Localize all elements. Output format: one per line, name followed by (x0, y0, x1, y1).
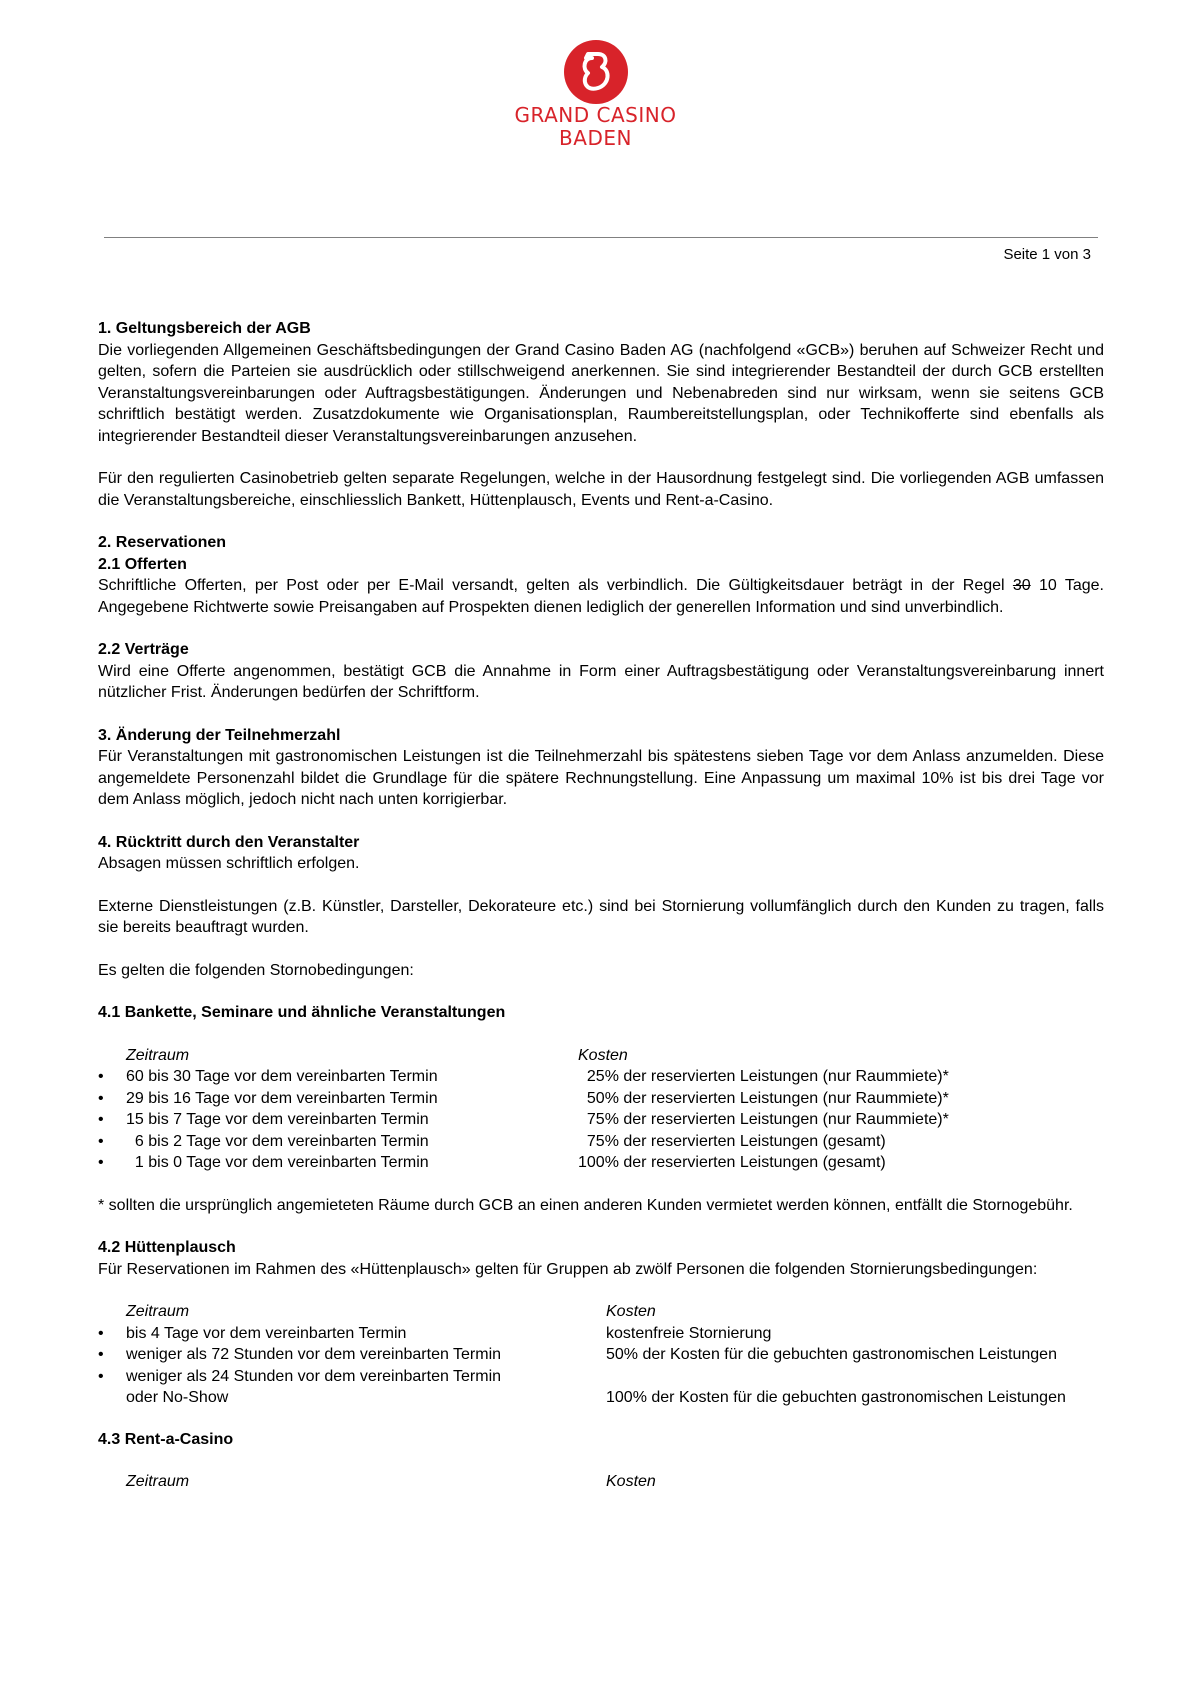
grand-casino-baden-logo (0, 40, 1191, 150)
section-1-heading: 1. Geltungsbereich der AGB (98, 320, 311, 337)
table-row: • 29 bis 16 Tage vor dem vereinbarten Termin 50% der reservierten Leistungen (nur Raummiete)* (98, 1089, 949, 1107)
column-header-cost: Kosten (578, 1046, 628, 1064)
section-4-1-heading: 4.1 Bankette, Seminare und ähnliche Veranstaltungen (98, 1004, 506, 1021)
section-2-1-paragraph: Schriftliche Offerten, per Post oder per E-Mail versandt, gelten als verbindlich. Die Gültigkeitsdauer beträgt in der Regel 30 10 Tage. Angegebene Richtwerte sowie Preisangaben auf Prospekten dienen lediglich der generellen Information und sind unverbindlich. (98, 577, 1104, 616)
column-header-period: Zeitraum (126, 1473, 190, 1490)
casino-logo-icon (564, 40, 628, 104)
section-2-2-paragraph: Wird eine Offerte angenommen, bestätigt GCB die Annahme in Form einer Auftragsbestätigung oder Veranstaltungsvereinbarung innert nützlicher Frist. Änderungen bedürfen der Schriftform. (98, 662, 1104, 701)
table-row: • 15 bis 7 Tage vor dem vereinbarten Termin 75% der reservierten Leistungen (nur Raummiete)* (98, 1111, 949, 1128)
section-4-2-heading: 4.2 Hüttenplausch (98, 1239, 236, 1256)
section-2-2-heading: 2.2 Verträge (98, 641, 189, 658)
logo-text-line1: GRAND CASINO (514, 103, 677, 127)
struck-validity-value: 30 (1012, 577, 1031, 594)
column-header-period: Zeitraum (126, 1303, 190, 1320)
column-header-cost: Kosten (606, 1303, 656, 1320)
section-1-paragraph-2: Für den regulierten Casinobetrieb gelten separate Regelungen, welche in der Hausordnung festgelegt sind. Die vorliegenden AGB umfassen die Veranstaltungsbereiche, einschliesslich Bankett, Hüttenplausch, Events und Rent-a-Casino. (98, 470, 1104, 509)
section-4-paragraph-1: Absagen müssen schriftlich erfolgen. (98, 855, 360, 872)
section-3-heading: 3. Änderung der Teilnehmerzahl (98, 726, 341, 744)
section-2-heading: 2. Reservationen (98, 534, 227, 551)
section-3-paragraph: Für Veranstaltungen mit gastronomischen Leistungen ist die Teilnehmerzahl bis spätestens sieben Tage vor dem Anlass anzumelden. Diese angemeldete Personenzahl bildet die Grundlage für die spätere Rechnungstellung. Eine Anpassung um maximal 10% ist bis drei Tage vor dem Anlass möglich, jedoch nicht nach unten korrigierbar. (98, 748, 1104, 808)
page-number: Seite 1 von 3 (1003, 246, 1091, 263)
section-4-2-paragraph: Für Reservationen im Rahmen des «Hüttenplausch» gelten für Gruppen ab zwölf Personen die folgenden Stornierungsbedingungen: (98, 1260, 1038, 1278)
footnote: * sollten die ursprünglich angemieteten Räume durch GCB an einen anderen Kunden vermietet werden können, entfällt die Stornogebühr. (98, 1196, 1073, 1214)
section-1-paragraph-1: Die vorliegenden Allgemeinen Geschäftsbedingungen der Grand Casino Baden AG (nachfolgend «GCB») beruhen auf Schweizer Recht und gelten, sofern die Parteien sie ausdrücklich oder stillschweigend anerkennen. Sie sind integrierender Bestandteil der durch GCB erstellten Veranstaltungsvereinbarungen oder Auftragsbestätigungen. Änderungen und Nebenabreden sind nur wirksam, wenn sie seitens GCB schriftlich bestätigt werden. Zusatzdokumente wie Organisationsplan, Raumbereitstellungsplan, oder Technikofferte sind ebenfalls als integrierender Bestandteil dieser Veranstaltungsvereinbarungen anzusehen. (98, 341, 1104, 445)
table-row: • weniger als 72 Stunden vor dem vereinbarten Termin 50% der Kosten für die gebuchten gastronomischen Leistungen (98, 1346, 1057, 1363)
cancellation-table-rent-a-casino (98, 1471, 1104, 1493)
section-4-paragraph-2: Externe Dienstleistungen (z.B. Künstler, Darsteller, Dekorateure etc.) sind bei Stornierung vollumfänglich durch den Kunden zu tragen, falls sie bereits beauftragt wurden. (98, 897, 1104, 936)
table-row-continuation: oder No-Show 100% der Kosten für die gebuchten gastronomischen Leistungen (126, 1389, 1066, 1406)
section-2-1-heading: 2.1 Offerten (98, 555, 187, 573)
table-header (98, 1471, 1104, 1493)
document-body (98, 318, 1104, 1493)
logo-text-line2: BADEN (559, 126, 632, 150)
column-header-period: Zeitraum (126, 1046, 190, 1064)
cancellation-table-banquets (98, 1045, 1104, 1174)
table-row: • bis 4 Tage vor dem vereinbarten Termin kostenfreie Stornierung (98, 1324, 772, 1342)
table-header (98, 1301, 1104, 1323)
section-4-heading: 4. Rücktritt durch den Veranstalter (98, 833, 360, 851)
column-header-cost: Kosten (606, 1473, 656, 1490)
header-divider (104, 237, 1098, 238)
section-4-paragraph-3: Es gelten die folgenden Stornobedingungen: (98, 961, 414, 979)
table-row: • 6 bis 2 Tage vor dem vereinbarten Termin 75% der reservierten Leistungen (gesamt) (98, 1132, 886, 1150)
cancellation-table-huettenplausch (98, 1301, 1104, 1409)
section-4-3-heading: 4.3 Rent-a-Casino (98, 1430, 234, 1448)
table-header (98, 1045, 1104, 1067)
table-row: • 1 bis 0 Tage vor dem vereinbarten Termin 100% der reservierten Leistungen (gesamt) (98, 1154, 886, 1171)
table-row: • 60 bis 30 Tage vor dem vereinbarten Termin 25% der reservierten Leistungen (nur Raummiete)* (98, 1068, 949, 1085)
table-row: • weniger als 24 Stunden vor dem vereinbarten Termin (98, 1367, 502, 1385)
